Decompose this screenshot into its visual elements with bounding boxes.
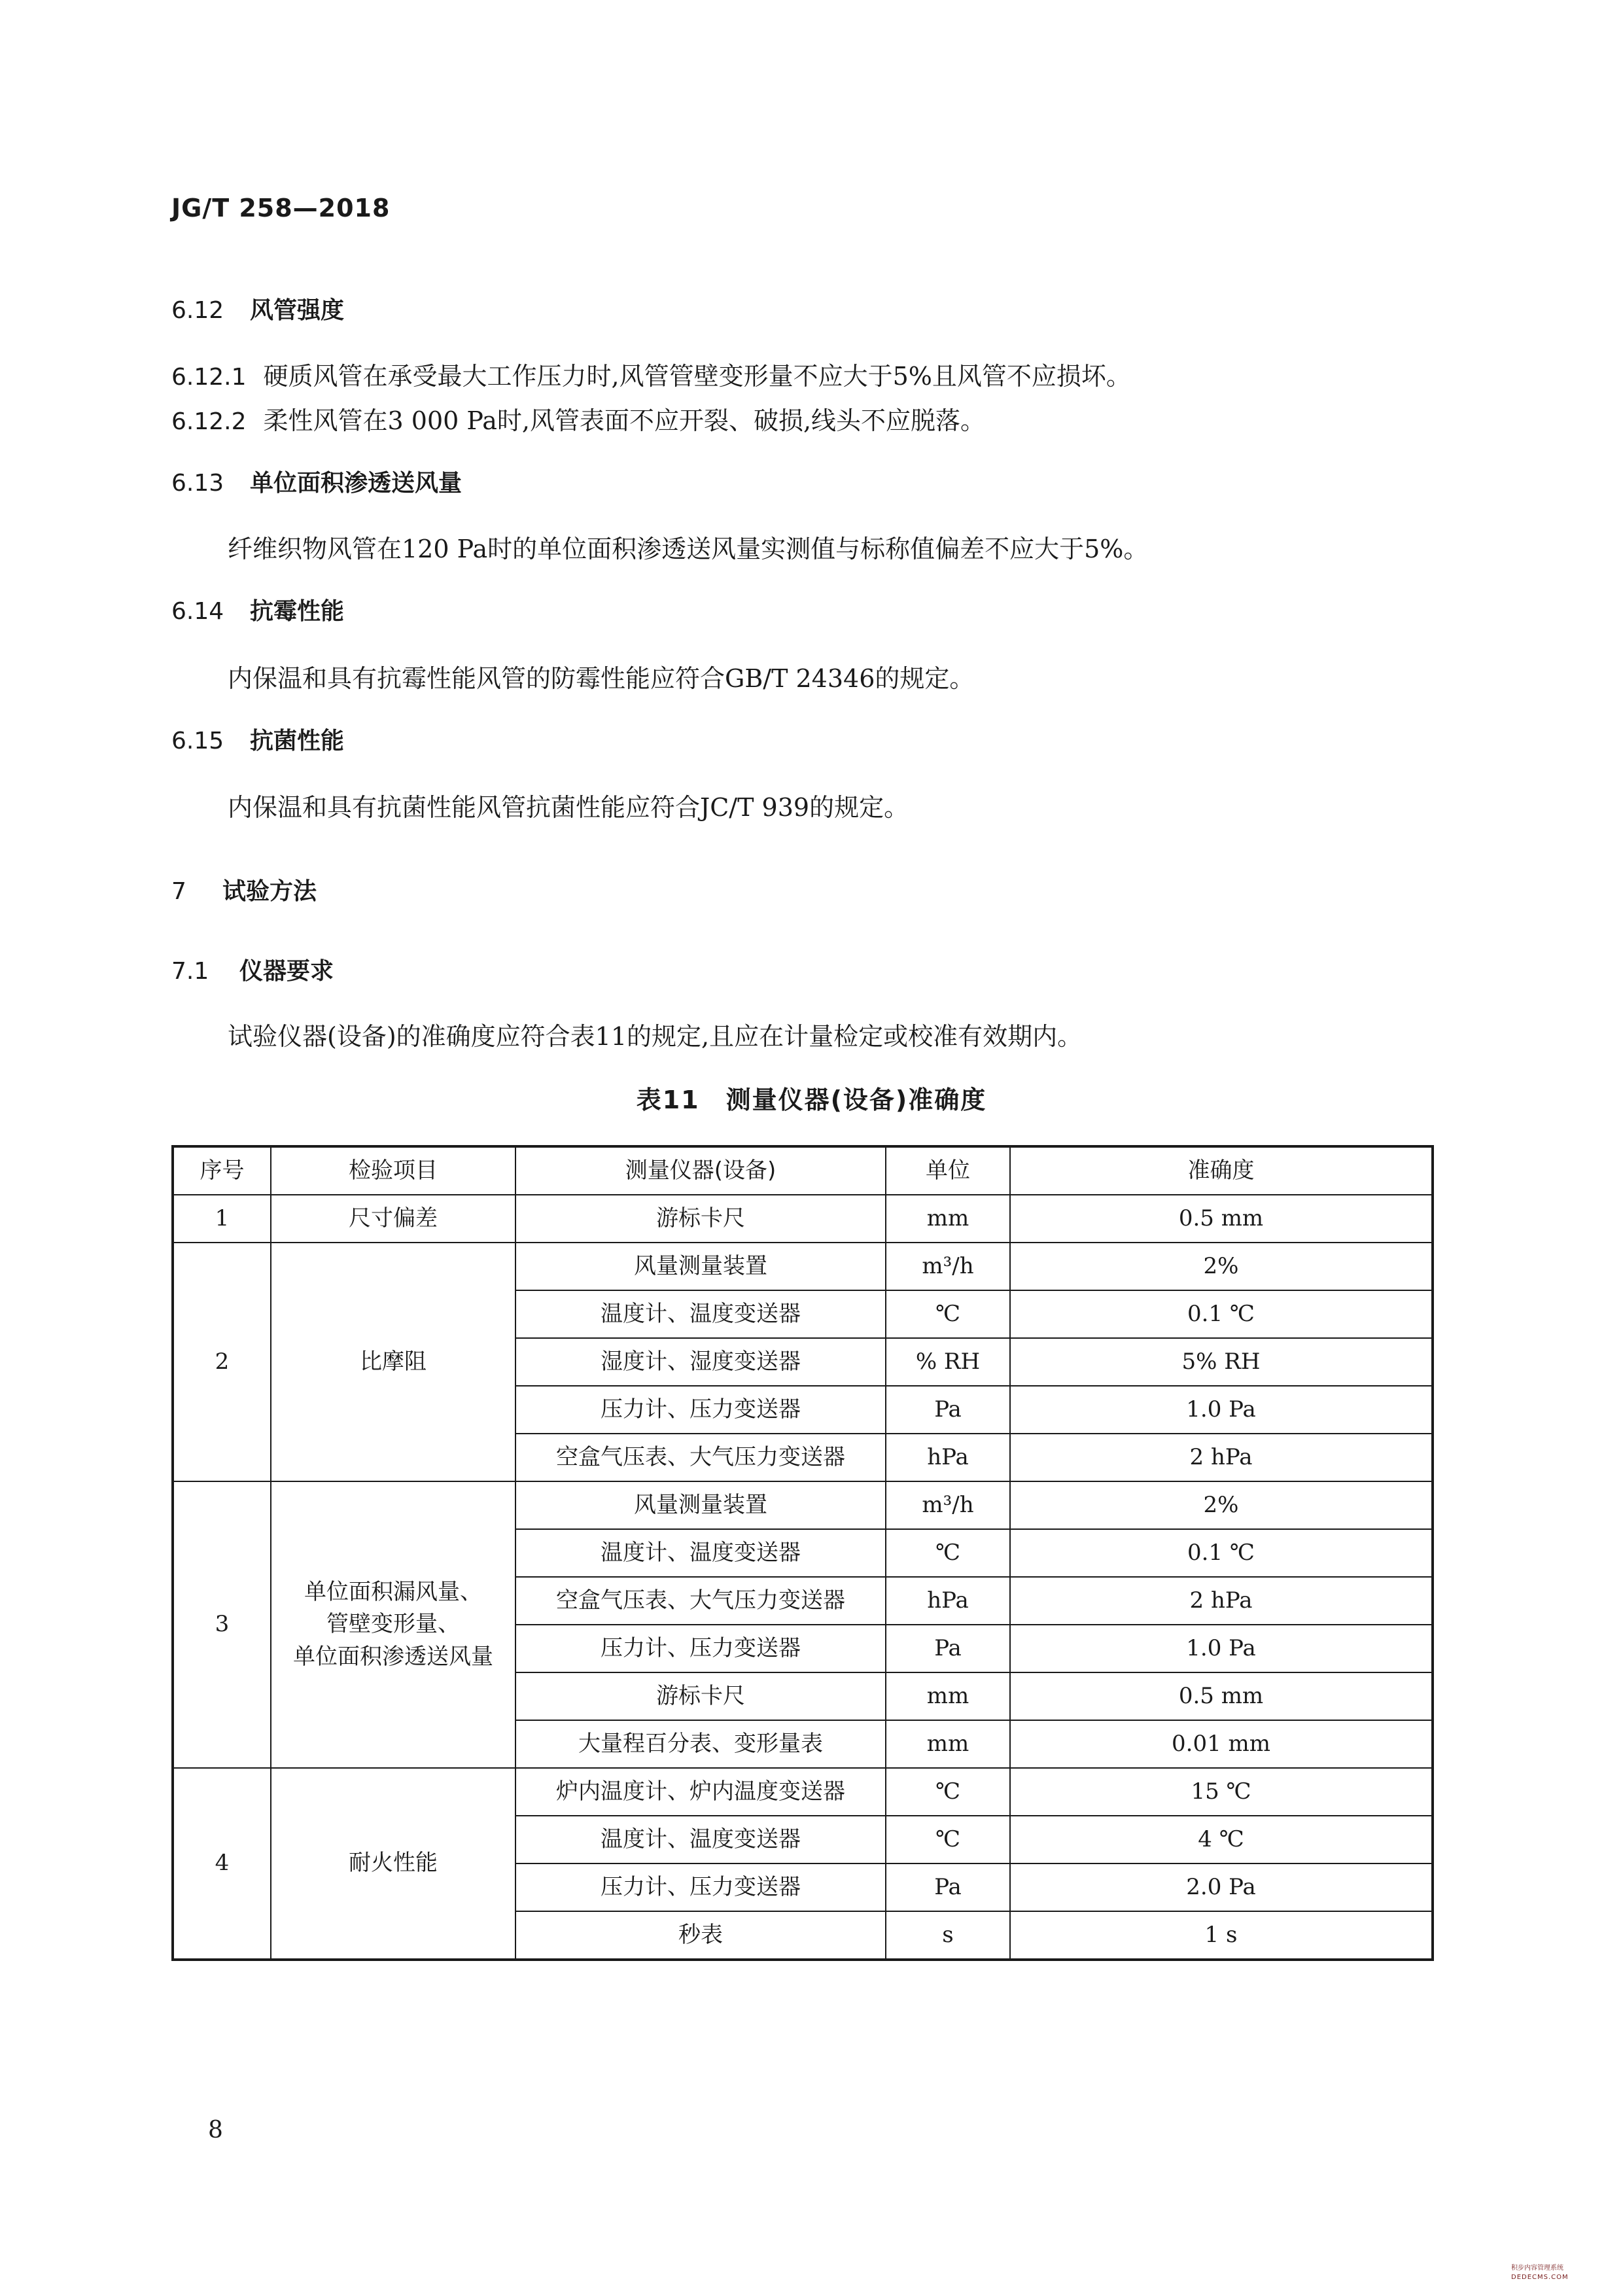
accuracy-cell: 1.0 Pa [1010, 1386, 1433, 1434]
clause-6-12-2 [171, 400, 985, 436]
section-number: 6.14 [171, 598, 224, 625]
section-6-14-text: 内保温和具有抗霉性能风管的防霉性能应符合GB/T 24346的规定。 [228, 664, 975, 693]
instrument-cell: 压力计、压力变送器 [515, 1863, 886, 1911]
accuracy-cell: 0.1 ℃ [1010, 1529, 1433, 1577]
accuracy-cell: 4 ℃ [1010, 1816, 1433, 1863]
section-title: 抗霉性能 [250, 598, 345, 625]
accuracy-cell: 0.5 mm [1010, 1195, 1433, 1243]
unit-cell: ℃ [886, 1529, 1010, 1577]
instrument-cell: 炉内温度计、炉内温度变送器 [515, 1768, 886, 1816]
test-item-cell: 比摩阻 [271, 1243, 515, 1481]
section-6-13-heading [171, 465, 462, 498]
section-number: 7.1 [171, 958, 209, 985]
standard-code-header: JG/T 258—2018 [171, 194, 391, 222]
table-row [173, 1243, 1433, 1290]
unit-cell: ℃ [886, 1290, 1010, 1338]
chapter-number: 7 [171, 878, 186, 905]
accuracy-cell: 5% RH [1010, 1338, 1433, 1386]
section-number: 6.13 [171, 470, 224, 497]
header-cell: 准确度 [1010, 1146, 1433, 1195]
accuracy-cell: 2 hPa [1010, 1577, 1433, 1625]
section-6-15-text: 内保温和具有抗菌性能风管抗菌性能应符合JC/T 939的规定。 [228, 793, 909, 822]
unit-cell: hPa [886, 1577, 1010, 1625]
instrument-cell: 湿度计、湿度变送器 [515, 1338, 886, 1386]
row-number-cell: 2 [173, 1243, 271, 1481]
section-6-12-heading [171, 292, 344, 325]
instrument-cell: 温度计、温度变送器 [515, 1290, 886, 1338]
section-7-1-text: 试验仪器(设备)的准确度应符合表11的规定,且应在计量检定或校准有效期内。 [228, 1022, 1083, 1051]
row-number-cell: 3 [173, 1481, 271, 1768]
unit-cell: Pa [886, 1863, 1010, 1911]
unit-cell: s [886, 1911, 1010, 1960]
watermark-stamp [1511, 2264, 1609, 2284]
section-number: 6.15 [171, 728, 224, 754]
section-6-15-heading [171, 722, 344, 756]
chapter-7-heading [171, 873, 317, 906]
unit-cell: hPa [886, 1434, 1010, 1481]
unit-cell: m³/h [886, 1243, 1010, 1290]
table-caption: 表11 测量仪器(设备)准确度 [636, 1086, 987, 1114]
section-title: 抗菌性能 [250, 728, 345, 754]
accuracy-cell: 2% [1010, 1243, 1433, 1290]
section-number: 6.12 [171, 297, 224, 324]
clause-text: 硬质风管在承受最大工作压力时,风管管壁变形量不应大于5%且风管不应损坏。 [263, 362, 1131, 391]
table-row [173, 1195, 1433, 1243]
test-item-line: 单位面积渗透送风量 [293, 1643, 493, 1670]
test-item-line: 管壁变形量、 [326, 1611, 460, 1638]
instrument-accuracy-table [171, 1145, 1434, 1961]
unit-cell: mm [886, 1672, 1010, 1720]
row-number-cell: 4 [173, 1768, 271, 1960]
test-item-cell [271, 1481, 515, 1768]
unit-cell: mm [886, 1195, 1010, 1243]
header-cell: 检验项目 [271, 1146, 515, 1195]
accuracy-cell: 1.0 Pa [1010, 1625, 1433, 1672]
header-cell: 序号 [173, 1146, 271, 1195]
accuracy-cell: 1 s [1010, 1911, 1433, 1960]
accuracy-cell: 0.5 mm [1010, 1672, 1433, 1720]
instrument-cell: 空盒气压表、大气压力变送器 [515, 1434, 886, 1481]
instrument-cell: 大量程百分表、变形量表 [515, 1720, 886, 1768]
instrument-cell: 压力计、压力变送器 [515, 1386, 886, 1434]
instrument-cell: 风量测量装置 [515, 1243, 886, 1290]
accuracy-cell: 0.1 ℃ [1010, 1290, 1433, 1338]
table-row [173, 1768, 1433, 1816]
instrument-cell: 游标卡尺 [515, 1195, 886, 1243]
unit-cell: ℃ [886, 1768, 1010, 1816]
unit-cell: mm [886, 1720, 1010, 1768]
clause-number: 6.12.2 [171, 408, 247, 435]
instrument-cell: 温度计、温度变送器 [515, 1816, 886, 1863]
table-row [173, 1481, 1433, 1529]
unit-cell: Pa [886, 1625, 1010, 1672]
section-title: 单位面积渗透送风量 [250, 470, 462, 497]
test-item-line: 单位面积漏风量、 [304, 1579, 482, 1606]
accuracy-cell: 0.01 mm [1010, 1720, 1433, 1768]
watermark-line: DEDECMS.COM [1511, 2274, 1569, 2281]
unit-cell: % RH [886, 1338, 1010, 1386]
unit-cell: m³/h [886, 1481, 1010, 1529]
instrument-cell: 秒表 [515, 1911, 886, 1960]
section-title: 风管强度 [250, 297, 345, 324]
unit-cell: ℃ [886, 1816, 1010, 1863]
page-number: 8 [208, 2117, 223, 2144]
unit-cell: Pa [886, 1386, 1010, 1434]
section-6-14-heading [171, 593, 344, 626]
section-6-13-text: 纤维织物风管在120 Pa时的单位面积渗透送风量实测值与标称值偏差不应大于5%。 [228, 535, 1149, 563]
clause-text: 柔性风管在3 000 Pa时,风管表面不应开裂、破损,线头不应脱落。 [263, 406, 986, 435]
instrument-cell: 温度计、温度变送器 [515, 1529, 886, 1577]
instrument-cell: 风量测量装置 [515, 1481, 886, 1529]
table-header-row [173, 1146, 1433, 1195]
chapter-title: 试验方法 [222, 878, 317, 905]
header-cell: 单位 [886, 1146, 1010, 1195]
accuracy-cell: 2 hPa [1010, 1434, 1433, 1481]
accuracy-cell: 2% [1010, 1481, 1433, 1529]
instrument-cell: 空盒气压表、大气压力变送器 [515, 1577, 886, 1625]
test-item-cell: 尺寸偏差 [271, 1195, 515, 1243]
row-number-cell: 1 [173, 1195, 271, 1243]
section-7-1-heading [171, 953, 334, 986]
instrument-cell: 压力计、压力变送器 [515, 1625, 886, 1672]
header-cell: 测量仪器(设备) [515, 1146, 886, 1195]
instrument-cell: 游标卡尺 [515, 1672, 886, 1720]
section-title: 仪器要求 [239, 958, 334, 985]
clause-6-12-1 [171, 356, 1131, 392]
accuracy-cell: 15 ℃ [1010, 1768, 1433, 1816]
test-item-cell: 耐火性能 [271, 1768, 515, 1960]
watermark-line: 积步内容管理系统 [1511, 2265, 1563, 2272]
accuracy-cell: 2.0 Pa [1010, 1863, 1433, 1911]
clause-number: 6.12.1 [171, 364, 247, 391]
